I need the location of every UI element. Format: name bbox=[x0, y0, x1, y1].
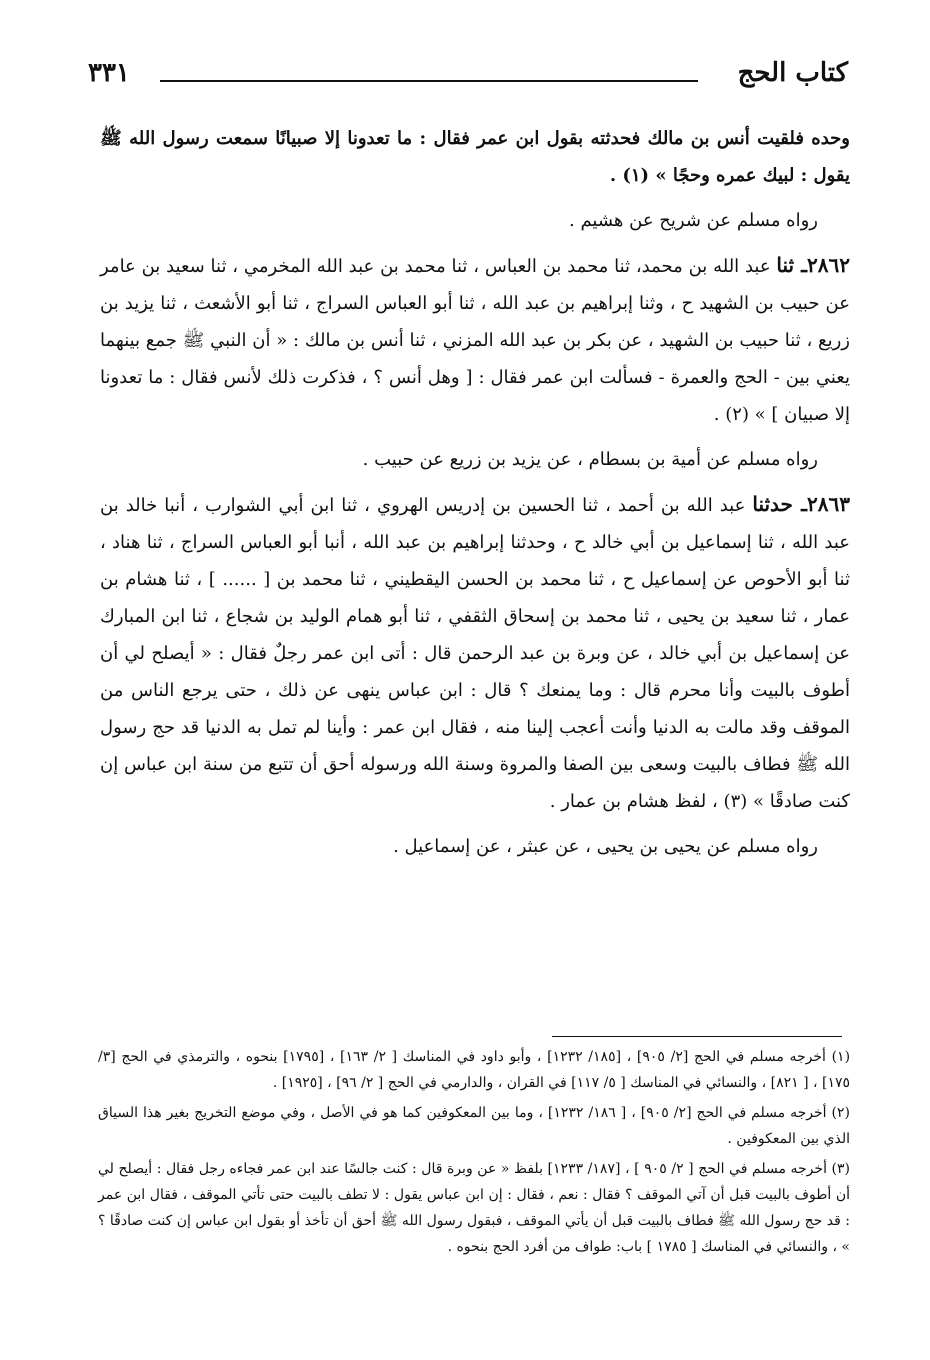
footnotes bbox=[98, 1044, 850, 1264]
header-rule bbox=[160, 80, 698, 82]
paragraph-continuation: وحده فلقيت أنس بن مالك فحدثته بقول ابن عمر فقال : ما تعدونا إلا صبيانًا سمعت رسول الله ﷺ يقول : لبيك عمره وحجًا » (١) . bbox=[100, 128, 850, 186]
hadith-text: عبد الله بن محمد، ثنا محمد بن العباس ، ثنا محمد بن عبد الله المخرمي ، ثنا سعيد بن عامر عن حبيب بن الشهيد ح ، وثنا إبراهيم بن عبد الله ، ثنا أبو العباس السراج ، ثنا أبو الأشعث ، ثنا يزيد بن زريع ، ثنا حبيب بن الشهيد ، عن بكر بن عبد الله المزني ، ثنا أنس بن مالك : « أن النبي ﷺ جمع بينهما يعني بين - الحج والعمرة - فسألت ابن عمر فقال : [ وهل أنس ؟ ، فذكرت ذلك لأنس فقال : ما تعدونا إلا صبيان ] » (٢) . bbox=[100, 256, 850, 425]
footnote-2: (٢) أخرجه مسلم في الحج [٢/ ٩٠٥] ، [ ١٨٦/ ١٢٣٢] ، وما بين المعكوفين كما هو في الأصل ، وفي موضع التخريج بغير هذا السياق الذي بين المعكوفين . bbox=[98, 1105, 851, 1147]
hadith-number: ٢٨٦٣ـ حدثنا bbox=[752, 492, 850, 516]
page-number: ٣٣١ bbox=[88, 58, 130, 88]
hadith-number: ٢٨٦٢ـ ثنا bbox=[776, 253, 850, 277]
hadith-text: عبد الله بن أحمد ، ثنا الحسين بن إدريس الهروي ، ثنا ابن أبي الشوارب ، أنبا خالد بن عبد الله ، ثنا إسماعيل بن أبي خالد ح ، وحدثنا إبراهيم بن عبد الله ، أنبا أبو العباس السراج ، ثنا هناد ، ثنا أبو الأحوص عن إسماعيل ح ، ثنا محمد بن الحسن اليقطيني ، ثنا محمد بن [ ...... ] ، ثنا هشام بن عمار ، ثنا سعيد بن يحيى ، ثنا محمد بن إسحاق الثقفي ، ثنا أبو همام الوليد بن شجاع ، ثنا ابن المبارك عن إسماعيل بن أبي خالد ، عن وبرة بن عبد الرحمن قال : أتى ابن عمر رجلٌ فقال : « أيصلح لي أن أطوف بالبيت وأنا محرم قال : وما يمنعك ؟ قال : ابن عباس ينهى عن ذلك ، حتى يرجع الناس من الموقف وقد مالت به الدنيا وأنت أعجب إلينا منه ، فقال ابن عمر : وأينا لم تمل به الدنيا قد حج رسول الله ﷺ فطاف بالبيت وسعى بين الصفا والمروة وسنة الله ورسوله أحق أن تتبع من سنة ابن عباس إن كنت صادقًا » (٣) ، لفظ هشام بن عمار . bbox=[100, 495, 851, 812]
footnote-1: (١) أخرجه مسلم في الحج [٢/ ٩٠٥] ، [١٨٥/ ١٢٣٢] ، وأبو داود في المناسك [ ٢/ ١٦٣] ، [١٧٩٥] بنحوه ، والترمذي في الحج [٣/ ١٧٥] ، [ ٨٢١] ، والنسائي في المناسك [ ٥/ ١١٧] في القران ، والدارمي في الحج [ ٢/ ٩٦] ، [١٩٢٥] . bbox=[98, 1049, 851, 1091]
narration-note: رواه مسلم عن شريح عن هشيم . bbox=[569, 210, 818, 231]
narration-note: رواه مسلم عن أمية بن بسطام ، عن يزيد بن زريع عن حبيب . bbox=[362, 449, 818, 470]
footnote-3: (٣) أخرجه مسلم في الحج [ ٢/ ٩٠٥ ] ، [١٨٧/ ١٢٣٣] بلفظ « عن وبرة قال : كنت جالسًا عند ابن عمر فجاءه رجل فقال : أيصلح لي أن أطوف بالبيت قبل أن آتي الموقف ؟ فقال : نعم ، فقال : إن ابن عباس يقول : لا تطف بالبيت حتى تأتي الموقف ، فقال ابن عمر : قد حج رسول الله ﷺ فطاف بالبيت قبل أن يأتي الموقف ، فبقول رسول الله ﷺ أحق أن تأخذ أو بقول ابن عباس إن كنت صادقًا ؟ » ، والنسائي في المناسك [ ١٧٨٥ ] باب: طواف من أفرد الحج بنحوه . bbox=[98, 1161, 851, 1255]
narration-note: رواه مسلم عن يحيى بن يحيى ، عن عبثر ، عن إسماعيل . bbox=[393, 836, 818, 857]
hadith-2862 bbox=[100, 247, 850, 433]
main-text bbox=[100, 120, 850, 873]
running-title: كتاب الحج bbox=[737, 58, 848, 88]
hadith-2863 bbox=[100, 486, 850, 820]
page-header bbox=[88, 58, 848, 102]
footnote-separator bbox=[552, 1036, 842, 1037]
